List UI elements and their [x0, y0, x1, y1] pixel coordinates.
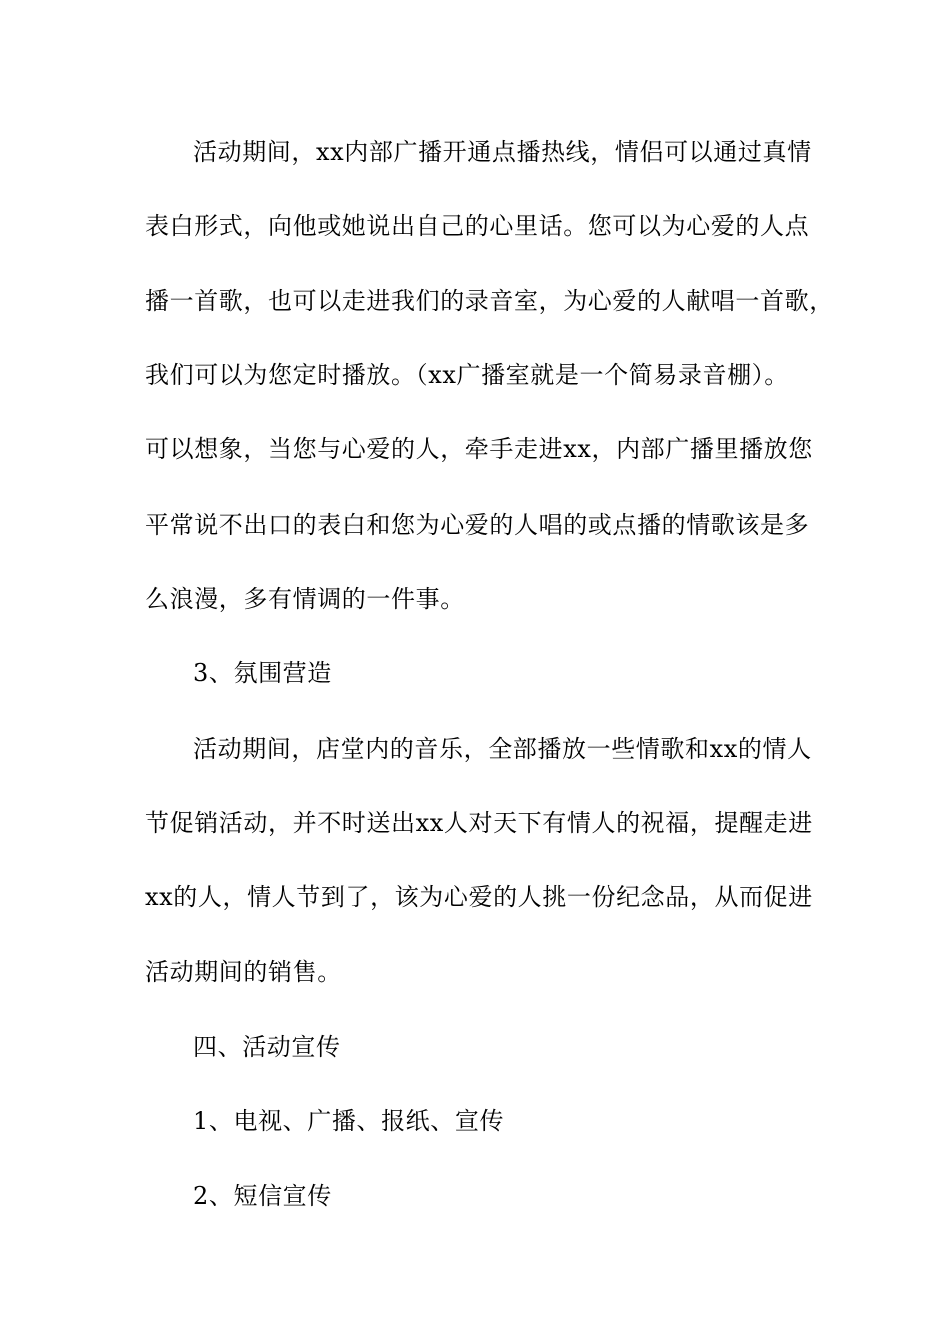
paragraph-line: 平常说不出口的表白和您为心爱的人唱的或点播的情歌该是多 — [145, 511, 810, 539]
list-item: 2、短信宣传 — [193, 1182, 332, 1210]
paragraph-line: 活动期间的销售。 — [145, 958, 342, 986]
paragraph-line: xx的人，情人节到了，该为心爱的人挑一份纪念品，从而促进 — [145, 883, 813, 911]
paragraph-line: 节促销活动，并不时送出xx人对天下有情人的祝福，提醒走进 — [145, 809, 813, 837]
paragraph-line: 我们可以为您定时播放。（xx广播室就是一个简易录音棚）。 — [145, 361, 789, 389]
section-heading: 3、氛围营造 — [193, 659, 332, 687]
list-item: 1、电视、广播、报纸、宣传 — [193, 1107, 505, 1135]
paragraph-line: 么浪漫，多有情调的一件事。 — [145, 585, 465, 613]
paragraph-line: 活动期间，店堂内的音乐，全部播放一些情歌和xx的情人 — [193, 735, 812, 763]
section-heading: 四、活动宣传 — [193, 1033, 341, 1061]
paragraph-line: 活动期间，xx内部广播开通点播热线，情侣可以通过真情 — [193, 138, 812, 166]
paragraph-line: 可以想象，当您与心爱的人，牵手走进xx，内部广播里播放您 — [145, 435, 813, 463]
paragraph-line: 播一首歌，也可以走进我们的录音室，为心爱的人献唱一首歌， — [145, 287, 834, 315]
paragraph-line: 表白形式，向他或她说出自己的心里话。您可以为心爱的人点 — [145, 212, 810, 240]
